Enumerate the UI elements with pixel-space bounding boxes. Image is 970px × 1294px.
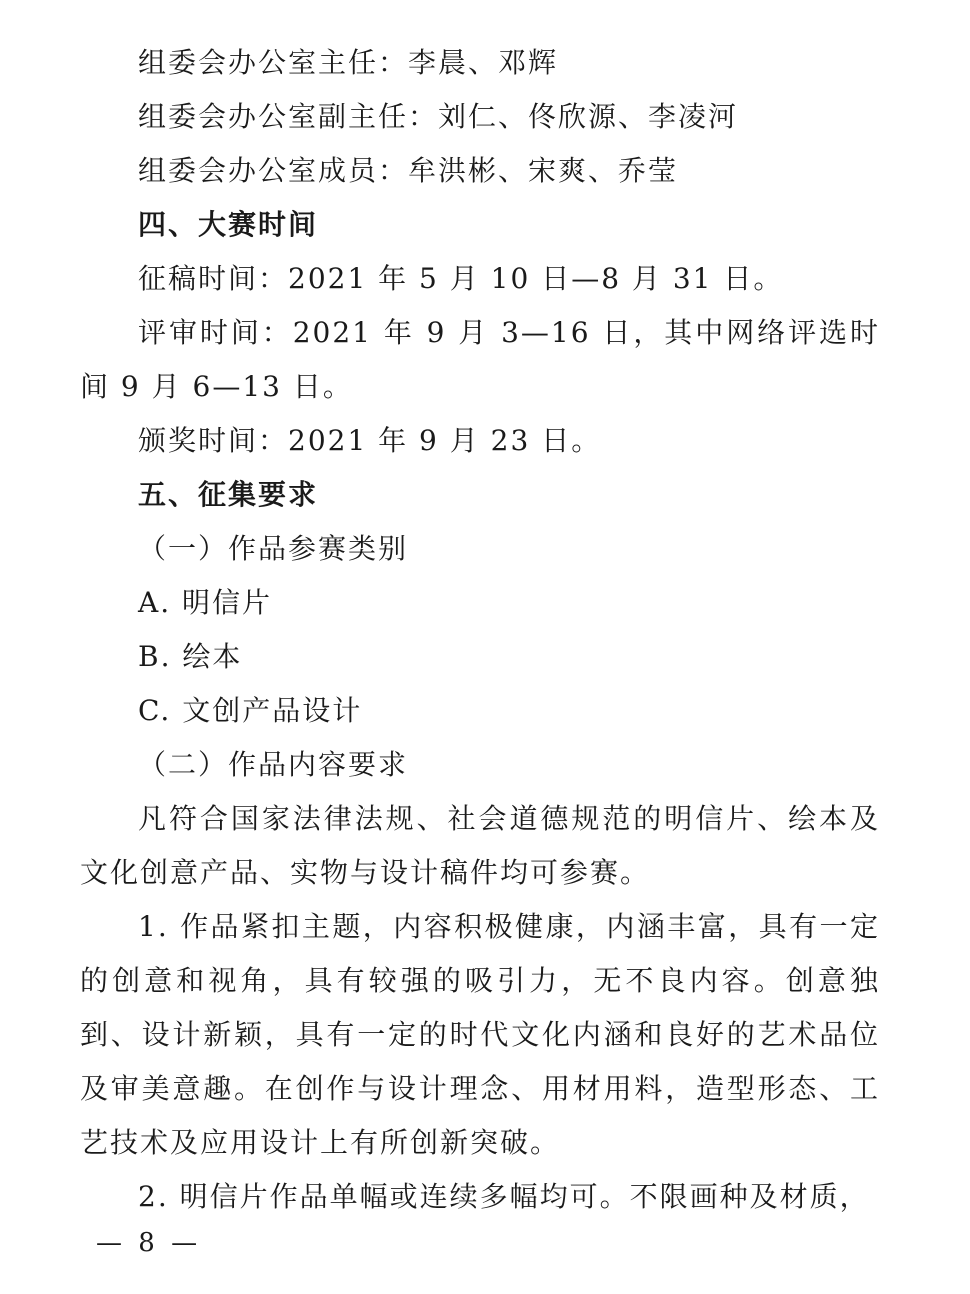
category-cultural-product: C. 文创产品设计 [138,694,363,727]
subsection-categories: （一）作品参赛类别 [138,532,409,565]
requirement-item-1: 1. 作品紧扣主题，内容积极健康，内涵丰富，具有一定的创意和视角，具有较强的吸引力，无不良内容。创意独到、设计新颖，具有一定的时代文化内涵和良好的艺术品位及审美意趣。在创作与设计理念、用材用料，造型形态、工艺技术及应用设计上有所创新突破。 [80,910,880,1159]
committee-office-members: 组委会办公室成员：牟洪彬、宋爽、乔莹 [138,154,679,187]
committee-office-deputy-director: 组委会办公室副主任：刘仁、佟欣源、李凌河 [138,100,739,133]
requirement-item-2: 2. 明信片作品单幅或连续多幅均可。不限画种及材质， [138,1180,870,1213]
eligibility-paragraph: 凡符合国家法律法规、社会道德规范的明信片、绘本及文化创意产品、实物与设计稿件均可参赛。 [80,802,880,889]
submission-time: 征稿时间：2021 年 5 月 10 日—8 月 31 日。 [138,262,784,295]
committee-office-director: 组委会办公室主任：李晨、邓辉 [138,46,559,79]
document-page [80,36,880,1224]
category-postcard: A. 明信片 [138,586,273,619]
review-time: 评审时间：2021 年 9 月 3—16 日，其中网络评选时间 9 月 6—13 日。 [80,316,880,403]
page-number: — 8 — [96,1228,202,1258]
section-heading-requirements: 五、征集要求 [138,478,319,511]
category-picture-book: B. 绘本 [138,640,243,673]
award-time: 颁奖时间：2021 年 9 月 23 日。 [138,424,602,457]
subsection-content-requirements: （二）作品内容要求 [138,748,409,781]
section-heading-competition-time: 四、大赛时间 [138,208,319,241]
